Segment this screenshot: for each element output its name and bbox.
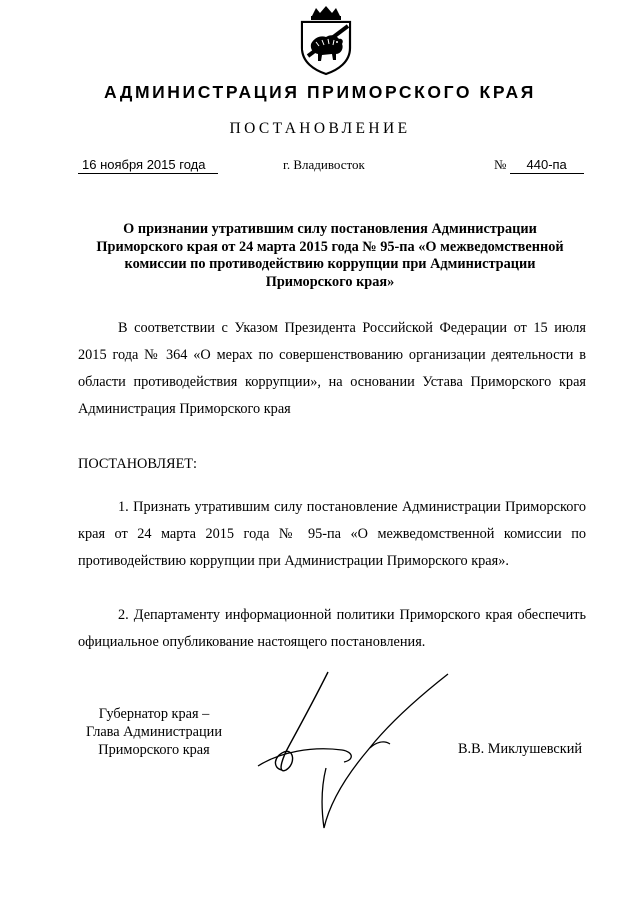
document-type-heading: ПОСТАНОВЛЕНИЕ [229,120,411,137]
position-line-2: Глава Администрации [86,724,222,740]
number-label: № [494,157,507,172]
decree-word: ПОСТАНОВЛЯЕТ: [78,456,198,472]
document-title: О признании утратившим силу постановления Администрации Приморского края от 24 марта 2015 года № 95-па «О межведомственной комиссии по противодействию коррупции при Администрации Приморского края» [96,221,564,290]
document-city: г. Владивосток [283,157,365,172]
organization-heading: АДМИНИСТРАЦИЯ ПРИМОРСКОГО КРАЯ [104,82,536,102]
signatory-position [64,705,244,759]
coat-of-arms-icon [296,4,356,76]
preamble-paragraph: В соответствии с Указом Президента Российской Федерации от 15 июля 2015 года № 364 «О мерах по совершенствованию организации деятельности в области противодействия коррупции», на основании Устава Приморского края Администрация Приморского края [78,320,586,417]
item-1-paragraph: 1. Признать утратившим силу постановление Администрации Приморского края от 24 марта 2015 года № 95-па «О межведомственной комиссии по противодействию коррупции при Администрации Приморского края». [78,499,586,569]
position-line-1: Губернатор края – [98,706,210,722]
document-date: 16 ноября 2015 года [78,157,218,174]
handwritten-signature [250,664,480,834]
document-number-field [494,157,584,174]
document-number: 440-па [510,157,584,174]
item-2-paragraph: 2. Департаменту информационной политики Приморского края обеспечить официальное опубликование настоящего постановления. [78,607,586,650]
position-line-3: Приморского края [98,742,210,758]
signatory-name: В.В. Миклушевский [458,741,583,757]
